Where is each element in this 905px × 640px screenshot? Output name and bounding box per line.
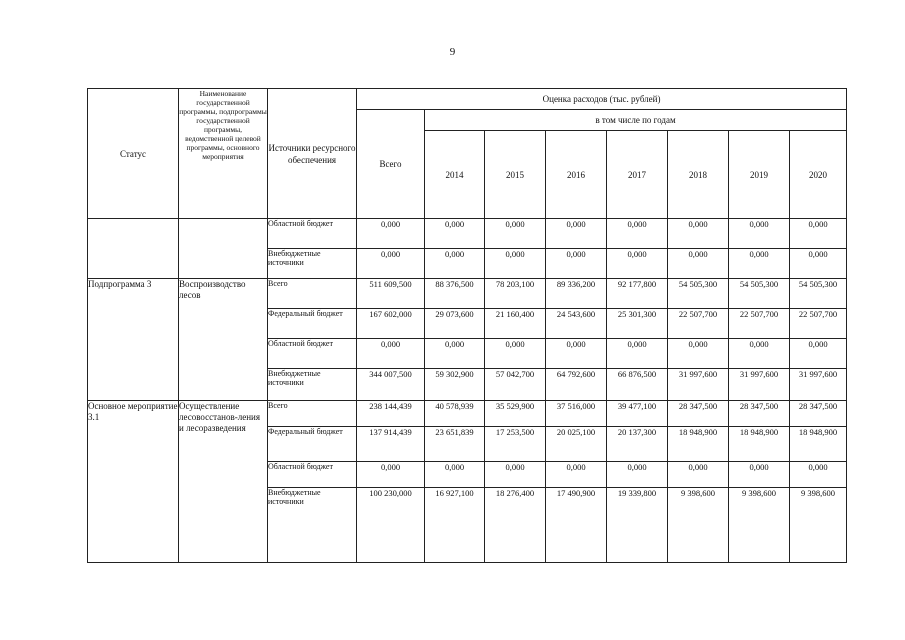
year-value-cell: 17 253,500	[485, 427, 546, 462]
year-value-cell: 22 507,700	[790, 309, 847, 339]
year-value-cell: 9 398,600	[790, 488, 847, 563]
year-value-cell: 0,000	[729, 339, 790, 369]
year-value-cell: 59 302,900	[425, 369, 485, 401]
program-name-cell: Осуществление лесовосстанов-ления и лесоразведения	[179, 401, 268, 563]
year-value-cell: 89 336,200	[546, 279, 607, 309]
year-value-cell: 0,000	[790, 339, 847, 369]
year-value-cell: 0,000	[607, 339, 668, 369]
header-name: Наименование государственной программы, подпрограммы государственной программы, ведомственной целевой программы, основного мероприятия	[179, 89, 268, 219]
header-by-years: в том числе по годам	[425, 110, 847, 131]
year-value-cell: 9 398,600	[729, 488, 790, 563]
year-value-cell: 0,000	[546, 249, 607, 279]
year-value-cell: 22 507,700	[729, 309, 790, 339]
header-year: 2017	[607, 131, 668, 219]
header-year: 2018	[668, 131, 729, 219]
table-row	[88, 401, 847, 427]
total-cell: 0,000	[357, 219, 425, 249]
source-cell: Областной бюджет	[268, 339, 357, 369]
year-value-cell: 0,000	[607, 249, 668, 279]
total-cell: 100 230,000	[357, 488, 425, 563]
table-row	[88, 219, 847, 249]
year-value-cell: 54 505,300	[668, 279, 729, 309]
status-cell: Основное мероприятие 3.1	[88, 401, 179, 563]
year-value-cell: 39 477,100	[607, 401, 668, 427]
year-value-cell: 0,000	[485, 462, 546, 488]
budget-table	[87, 88, 847, 563]
table-body	[88, 219, 847, 563]
year-value-cell: 78 203,100	[485, 279, 546, 309]
year-value-cell: 31 997,600	[790, 369, 847, 401]
year-value-cell: 0,000	[485, 219, 546, 249]
total-cell: 238 144,439	[357, 401, 425, 427]
header-status: Статус	[88, 89, 179, 219]
year-value-cell: 0,000	[546, 339, 607, 369]
year-value-cell: 16 927,100	[425, 488, 485, 563]
year-value-cell: 88 376,500	[425, 279, 485, 309]
year-value-cell: 66 876,500	[607, 369, 668, 401]
year-value-cell: 54 505,300	[729, 279, 790, 309]
total-cell: 0,000	[357, 249, 425, 279]
year-value-cell: 0,000	[425, 249, 485, 279]
year-value-cell: 0,000	[729, 219, 790, 249]
year-value-cell: 35 529,900	[485, 401, 546, 427]
header-year: 2015	[485, 131, 546, 219]
year-value-cell: 9 398,600	[668, 488, 729, 563]
year-value-cell: 20 025,100	[546, 427, 607, 462]
year-value-cell: 0,000	[668, 339, 729, 369]
year-value-cell: 28 347,500	[729, 401, 790, 427]
year-value-cell: 0,000	[607, 219, 668, 249]
year-value-cell: 0,000	[729, 249, 790, 279]
program-name-cell	[179, 219, 268, 279]
year-value-cell: 0,000	[425, 339, 485, 369]
year-value-cell: 64 792,600	[546, 369, 607, 401]
year-value-cell: 0,000	[546, 462, 607, 488]
total-cell: 0,000	[357, 462, 425, 488]
year-value-cell: 0,000	[790, 462, 847, 488]
year-value-cell: 0,000	[729, 462, 790, 488]
table-row	[88, 279, 847, 309]
year-value-cell: 28 347,500	[668, 401, 729, 427]
year-value-cell: 28 347,500	[790, 401, 847, 427]
year-value-cell: 0,000	[790, 249, 847, 279]
source-cell: Всего	[268, 401, 357, 427]
source-cell: Внебюджетные источники	[268, 369, 357, 401]
total-cell: 137 914,439	[357, 427, 425, 462]
year-value-cell: 0,000	[425, 219, 485, 249]
year-value-cell: 18 276,400	[485, 488, 546, 563]
year-value-cell: 54 505,300	[790, 279, 847, 309]
year-value-cell: 24 543,600	[546, 309, 607, 339]
year-value-cell: 18 948,900	[668, 427, 729, 462]
year-value-cell: 0,000	[668, 462, 729, 488]
year-value-cell: 31 997,600	[729, 369, 790, 401]
year-value-cell: 18 948,900	[790, 427, 847, 462]
year-value-cell: 92 177,800	[607, 279, 668, 309]
year-value-cell: 0,000	[668, 219, 729, 249]
year-value-cell: 18 948,900	[729, 427, 790, 462]
year-value-cell: 57 042,700	[485, 369, 546, 401]
year-value-cell: 0,000	[790, 219, 847, 249]
header-year: 2020	[790, 131, 847, 219]
year-value-cell: 0,000	[485, 339, 546, 369]
total-cell: 0,000	[357, 339, 425, 369]
year-value-cell: 0,000	[485, 249, 546, 279]
year-value-cell: 31 997,600	[668, 369, 729, 401]
source-cell: Внебюджетные источники	[268, 488, 357, 563]
header-estimate: Оценка расходов (тыс. рублей)	[357, 89, 847, 110]
year-value-cell: 0,000	[607, 462, 668, 488]
header-year: 2016	[546, 131, 607, 219]
year-value-cell: 40 578,939	[425, 401, 485, 427]
year-value-cell: 21 160,400	[485, 309, 546, 339]
source-cell: Внебюджетные источники	[268, 249, 357, 279]
status-cell	[88, 219, 179, 279]
year-value-cell: 37 516,000	[546, 401, 607, 427]
year-value-cell: 29 073,600	[425, 309, 485, 339]
source-cell: Федеральный бюджет	[268, 427, 357, 462]
year-value-cell: 23 651,839	[425, 427, 485, 462]
header-sources: Источники ресурсного обеспечения	[268, 89, 357, 219]
year-value-cell: 20 137,300	[607, 427, 668, 462]
year-value-cell: 0,000	[546, 219, 607, 249]
page-number: 9	[449, 46, 456, 58]
year-value-cell: 25 301,300	[607, 309, 668, 339]
year-value-cell: 22 507,700	[668, 309, 729, 339]
source-cell: Федеральный бюджет	[268, 309, 357, 339]
source-cell: Всего	[268, 279, 357, 309]
total-cell: 344 007,500	[357, 369, 425, 401]
source-cell: Областной бюджет	[268, 462, 357, 488]
header-year: 2014	[425, 131, 485, 219]
year-value-cell: 0,000	[668, 249, 729, 279]
program-name-cell: Воспроизводство лесов	[179, 279, 268, 401]
status-cell: Подпрограмма 3	[88, 279, 179, 401]
year-value-cell: 0,000	[425, 462, 485, 488]
header-year: 2019	[729, 131, 790, 219]
total-cell: 511 609,500	[357, 279, 425, 309]
source-cell: Областной бюджет	[268, 219, 357, 249]
year-value-cell: 17 490,900	[546, 488, 607, 563]
header-total: Всего	[357, 110, 425, 219]
year-value-cell: 19 339,800	[607, 488, 668, 563]
total-cell: 167 602,000	[357, 309, 425, 339]
